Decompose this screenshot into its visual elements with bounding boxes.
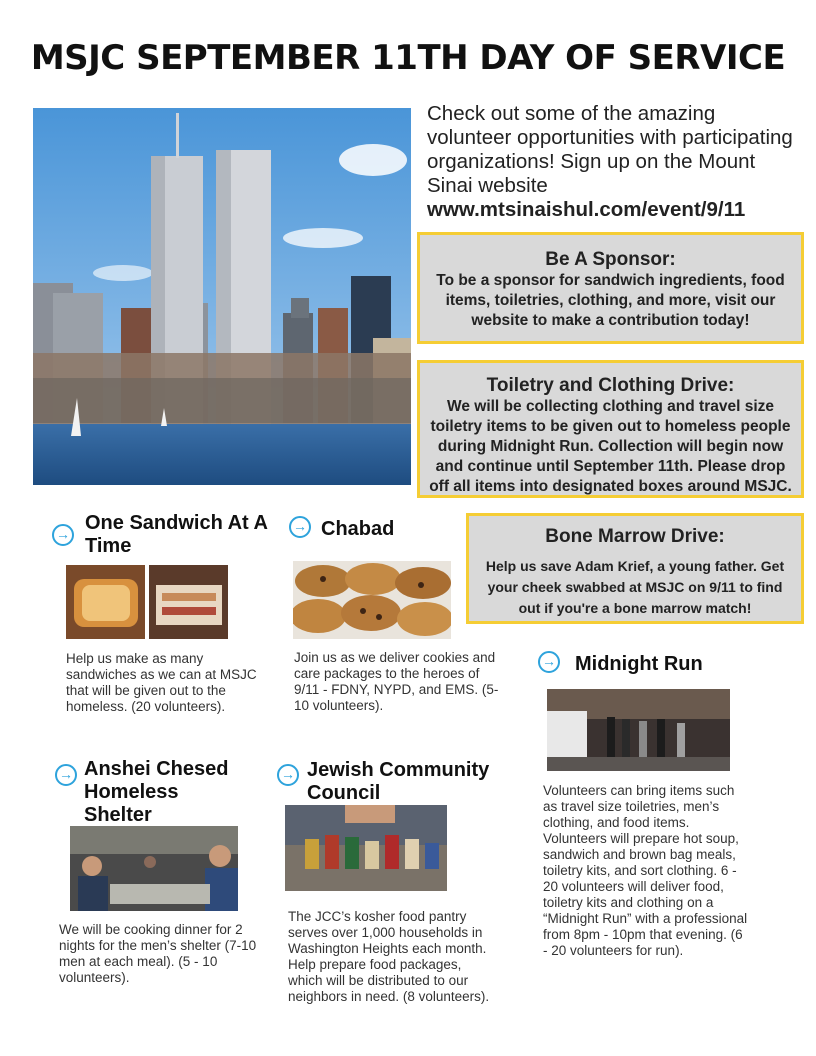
jcc-description: The JCC’s kosher food pantry serves over 1,000 households in Washington Heights each month. Help prepare food packages, which will be distributed to our neighbors in need. (8 volunteers). (288, 909, 490, 1004)
toiletry-heading: Toiletry and Clothing Drive: (486, 375, 735, 396)
arrow-right-circle-icon: → (289, 516, 311, 538)
sponsor-heading: Be A Sponsor: (545, 249, 676, 270)
sponsor-box (417, 232, 804, 344)
cookies-photo (293, 561, 451, 639)
arrow-right-circle-icon: → (52, 524, 74, 546)
sponsor-body: To be a sponsor for sandwich ingredients, food items, toiletries, clothing, and more, visit our website to make a contribution today! (436, 272, 785, 329)
shelter-cooking-photo (70, 826, 238, 911)
midnight-run-description: Volunteers can bring items such as travel size toiletries, men’s clothing, and food items. Volunteers will prepare hot soup, sandwich and brown bag meals, toiletry kits, and sort clothing. 6 - 20 volunteers will deliver food, toiletry kits and clothing on a “Midnight Run” with a professional from 8pm - 10pm that evening. (6 - 20 volunteers for run). (543, 783, 748, 958)
page-title: MSJC SEPTEMBER 11TH DAY OF SERVICE (30, 38, 786, 78)
chabad-section-title: Chabad (321, 518, 395, 540)
sandwich-description: Help us make as many sandwiches as we can at MSJC that will be given out to the homeless. (20 volunteers). (66, 651, 257, 714)
bone-marrow-box (466, 513, 804, 624)
midnight-run-section-title: Midnight Run (575, 653, 703, 675)
event-url-link[interactable]: www.mtsinaishul.com/event/9/11 (427, 198, 746, 221)
arrow-right-circle-icon: → (55, 764, 77, 786)
chabad-description: Join us as we deliver cookies and care packages to the heroes of 9/11 - FDNY, NYPD, and EMS. (5-10 volunteers). (294, 650, 499, 713)
twin-towers-photo (33, 108, 411, 485)
anshei-chesed-section-title: Anshei Chesed Homeless Shelter (84, 758, 229, 826)
bone-marrow-heading: Bone Marrow Drive: (545, 526, 725, 547)
midnight-run-photo (547, 689, 730, 771)
food-pantry-photo (285, 805, 447, 891)
arrow-right-circle-icon: → (538, 651, 560, 673)
anshei-chesed-description: We will be cooking dinner for 2 nights for the men’s shelter (7-10 men at each meal). (5 - 10 volunteers). (59, 922, 257, 985)
arrow-right-circle-icon: → (277, 764, 299, 786)
jcc-section-title: Jewish Community Council (307, 759, 490, 804)
sandwich-section-title: One Sandwich At A Time (85, 512, 268, 557)
sandwich-photo (66, 565, 228, 639)
intro-text (427, 102, 797, 222)
toiletry-drive-box (417, 360, 804, 498)
toiletry-body: We will be collecting clothing and travel size toiletry items to be given out to homeless people during Midnight Run. Collection will begin now and continue until September 11th. Please drop off all items into designated boxes around MSJC. (429, 398, 792, 495)
bone-marrow-body: Help us save Adam Krief, a young father. Get your cheek swabbed at MSJC on 9/11 to find out if you're a bone marrow match! (485, 558, 785, 616)
intro-body: Check out some of the amazing volunteer opportunities with participating organizations! Sign up on the Mount Sinai website (427, 102, 793, 197)
